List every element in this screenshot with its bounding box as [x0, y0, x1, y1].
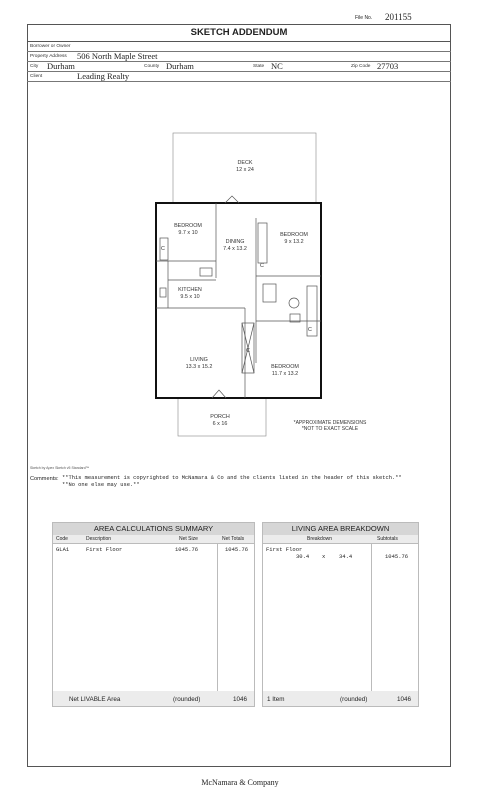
rounded-label: (rounded)	[173, 696, 201, 703]
county-label: County	[144, 64, 160, 69]
client-label: Client	[30, 74, 43, 79]
area-summary-body	[53, 544, 254, 691]
room-name: KITCHEN	[178, 287, 202, 293]
area-summary-panel	[52, 522, 255, 707]
room-size: 11.7 x 13.2	[271, 371, 299, 377]
property-label: Property Address	[30, 54, 67, 59]
software-credit: Sketch by Apex Sketch v5 Standard™	[30, 466, 90, 470]
room-size: 9.5 x 10	[180, 294, 200, 300]
room-size: 7.4 x 13.2	[223, 246, 247, 252]
room-size: 13.3 x 15.2	[185, 364, 213, 370]
room-name: DINING	[225, 239, 245, 245]
room-name: DECK	[237, 160, 253, 166]
room-size: 9.7 x 10	[178, 230, 198, 236]
room-size: 9 x 13.2	[284, 239, 304, 245]
county-value: Durham	[166, 61, 194, 71]
city-label: City	[30, 64, 39, 69]
state-value: NC	[271, 61, 283, 71]
breakdown-times: x	[322, 553, 326, 560]
note-line-2: *NOT TO EXACT SCALE	[301, 426, 359, 432]
closet-mark: C	[260, 263, 264, 269]
col-subtotals: Subtotals	[377, 536, 398, 542]
zip-label: Zip Code	[351, 64, 371, 69]
comments-text	[62, 475, 402, 489]
file-no-label: File No.	[355, 15, 373, 21]
closet-mark: C	[308, 327, 312, 333]
comments-line-1: **This measurement is copyrighted to McNamara & Co and the clients listed in the header of this sketch.**	[62, 475, 402, 481]
company-footer: McNamara & Company	[201, 778, 279, 787]
net-livable-value: 1046	[233, 696, 248, 703]
client-value: Leading Realty	[77, 71, 130, 81]
rounded-label: (rounded)	[340, 696, 368, 703]
row-code: GLA1	[56, 546, 70, 553]
breakdown-body	[263, 544, 418, 691]
floor-plan-sketch	[150, 128, 375, 443]
closet-mark: C	[161, 246, 165, 252]
area-summary-title: AREA CALCULATIONS SUMMARY	[53, 523, 254, 535]
col-breakdown: Breakdown	[307, 536, 333, 542]
comments-label: Comments:	[30, 476, 59, 482]
col-net-totals: Net Totals	[222, 536, 245, 542]
borrower-label: Borrower or Owner	[30, 44, 71, 49]
room-name: BEDROOM	[280, 232, 308, 238]
breakdown-dim-2: 34.4	[339, 553, 353, 560]
closet-mark: C	[246, 348, 250, 354]
col-net-size: Net Size	[179, 536, 198, 542]
breakdown-subtotal: 1045.76	[385, 553, 409, 560]
state-label: State	[253, 64, 265, 69]
note-line-1: *APPROXIMATE DEMENSIONS	[293, 420, 367, 426]
row-description: First Floor	[86, 546, 123, 553]
breakdown-title: LIVING AREA BREAKDOWN	[263, 523, 418, 535]
zip-value: 27703	[377, 61, 399, 71]
breakdown-dim-1: 30.4	[296, 553, 310, 560]
column-divider	[217, 544, 218, 691]
client-row	[27, 72, 451, 82]
file-no-value: 201155	[385, 12, 412, 22]
column-divider	[371, 544, 372, 691]
row-net-size: 1045.76	[175, 546, 199, 553]
room-name: BEDROOM	[174, 223, 202, 229]
room-size: 12 x 24	[236, 167, 254, 173]
property-address: 506 North Maple Street	[77, 51, 158, 61]
breakdown-total: 1046	[397, 696, 412, 703]
room-size: 6 x 16	[212, 421, 228, 427]
floor-label: First Floor	[266, 546, 303, 553]
room-name: LIVING	[190, 357, 208, 363]
breakdown-panel	[262, 522, 419, 707]
breakdown-head	[263, 535, 418, 544]
city-value: Durham	[47, 61, 75, 71]
col-description: Description	[86, 536, 112, 542]
net-livable-label: Net LIVABLE Area	[69, 696, 121, 703]
item-count: 1 Item	[267, 696, 285, 703]
comments-line-2: **No one else may use.**	[62, 482, 140, 488]
approximate-note	[280, 420, 380, 432]
col-code: Code	[56, 536, 68, 542]
row-net-total: 1045.76	[225, 546, 249, 553]
room-name: PORCH	[210, 414, 230, 420]
area-summary-head	[53, 535, 254, 544]
page-title: SKETCH ADDENDUM	[27, 24, 451, 42]
room-name: BEDROOM	[271, 364, 299, 370]
